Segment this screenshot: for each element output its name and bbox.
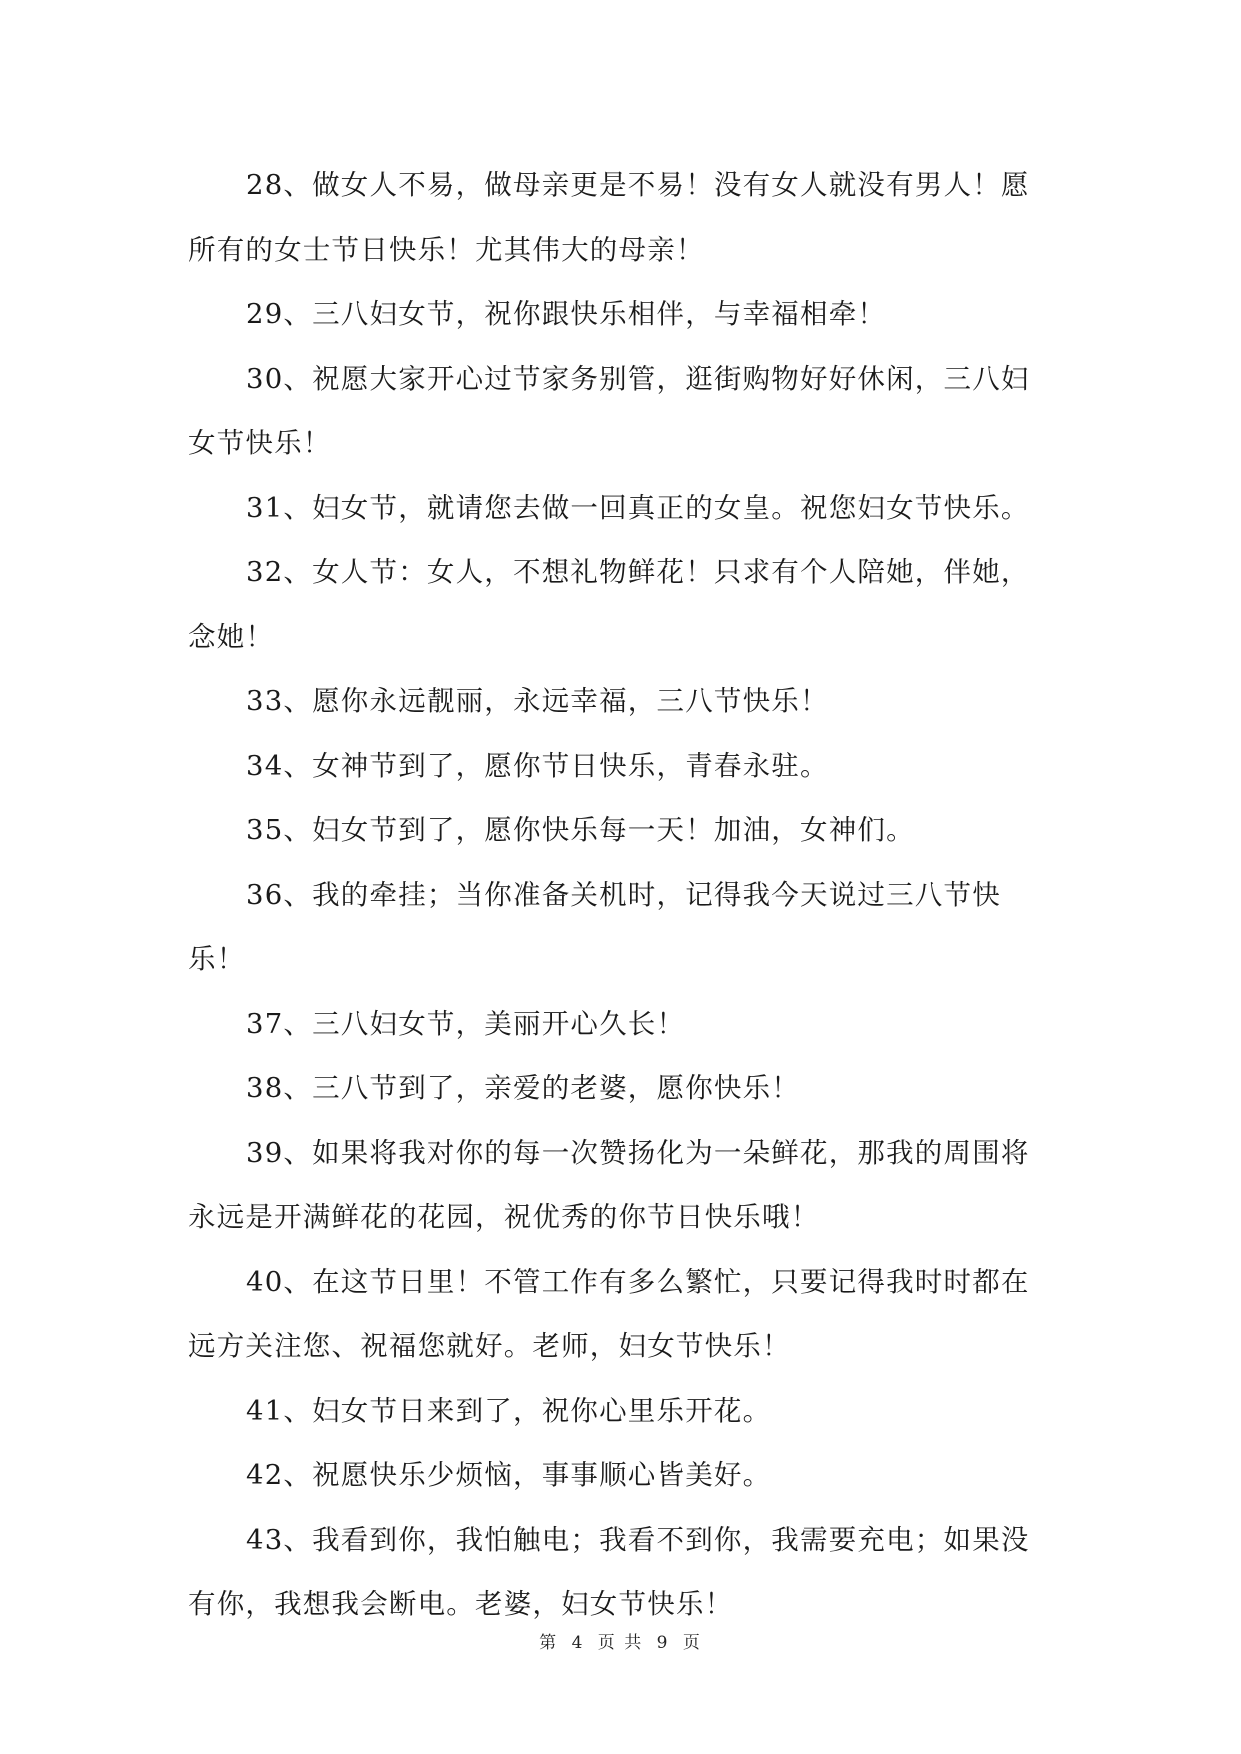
paragraph-32: 32、女人节：女人，不想礼物鲜花！只求有个人陪她，伴她，念她！ [188, 556, 1030, 653]
document-body [188, 153, 1058, 1637]
paragraph-38: 38、三八节到了，亲爱的老婆，愿你快乐！ [246, 1072, 800, 1104]
paragraph-42: 42、祝愿快乐少烦恼，事事顺心皆美好。 [246, 1459, 772, 1491]
paragraph-31: 31、妇女节，就请您去做一回真正的女皇。祝您妇女节快乐。 [246, 491, 1030, 524]
paragraph-30: 30、祝愿大家开心过节家务别管，逛街购物好好休闲，三八妇女节快乐！ [188, 362, 1030, 459]
paragraph-33: 33、愿你永远靓丽，永远幸福，三八节快乐！ [246, 685, 829, 717]
footer-middle: 页 共 [597, 1633, 644, 1653]
paragraph-34: 34、女神节到了，愿你节日快乐，青春永驻。 [246, 749, 829, 782]
paragraph-35: 35、妇女节到了，愿你快乐每一天！加油，女神们。 [246, 814, 915, 846]
paragraph-41: 41、妇女节日来到了，祝你心里乐开花。 [246, 1394, 772, 1427]
paragraph-39: 39、如果将我对你的每一次赞扬化为一朵鲜花，那我的周围将永远是开满鲜花的花园，祝优秀的你节日快乐哦！ [188, 1136, 1030, 1233]
footer-suffix: 页 [682, 1633, 702, 1653]
current-page-number: 4 [571, 1633, 585, 1653]
footer-prefix: 第 [539, 1633, 559, 1653]
paragraph-29: 29、三八妇女节，祝你跟快乐相伴，与幸福相牵！ [246, 298, 887, 330]
paragraph-37: 37、三八妇女节，美丽开心久长！ [246, 1007, 686, 1040]
paragraph-43: 43、我看到你，我怕触电；我看不到你，我需要充电；如果没有你，我想我会断电。老婆，妇女节快乐！ [188, 1523, 1030, 1620]
total-pages-number: 9 [656, 1633, 670, 1653]
paragraph-36: 36、我的牵挂；当你准备关机时，记得我今天说过三八节快乐！ [188, 878, 1001, 975]
paragraph-40: 40、在这节日里！不管工作有多么繁忙，只要记得我时时都在远方关注您、祝福您就好。老师，妇女节快乐！ [188, 1265, 1030, 1362]
paragraph-28: 28、做女人不易，做母亲更是不易！没有女人就没有男人！愿所有的女士节日快乐！尤其伟大的母亲！ [188, 169, 1030, 266]
page-footer [0, 1628, 1241, 1653]
